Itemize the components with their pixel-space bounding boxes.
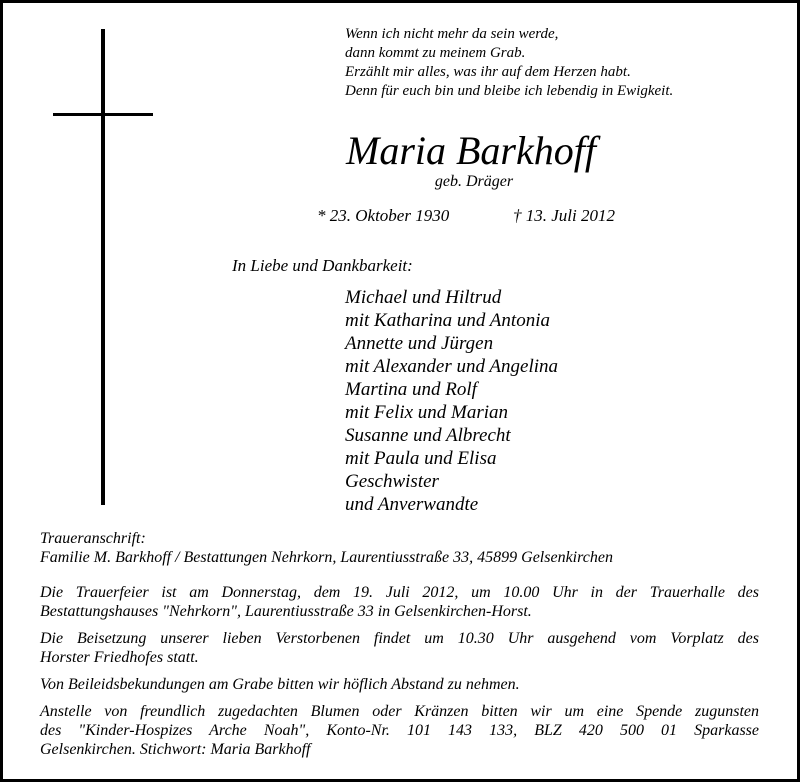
mourner: Martina und Rolf	[345, 379, 477, 400]
mourning-address	[40, 529, 759, 567]
paragraph-line: Die Beisetzung unserer lieben Verstorbenen findet um 10.30 Uhr ausgehend vom Vorplatz des	[40, 630, 759, 647]
mourner: mit Alexander und Angelina	[345, 356, 559, 377]
mourner: Annette und Jürgen	[345, 333, 494, 354]
paragraph-line: Von Beileidsbekundungen am Grabe bitten wir höflich Abstand zu nehmen.	[40, 676, 520, 693]
mourner: Susanne und Albrecht	[345, 425, 511, 446]
paragraph-line: Gelsenkirchen. Stichwort: Maria Barkhoff	[40, 741, 311, 758]
condolence-note	[40, 675, 759, 694]
mourner: Michael und Hiltrud	[345, 287, 502, 308]
mourner: und Anverwandte	[345, 494, 479, 515]
deceased-name: Maria Barkhoff	[346, 128, 596, 173]
cross-icon-crossbar	[53, 113, 153, 116]
paragraph-line: Die Trauerfeier ist am Donnerstag, dem 19. Juli 2012, um 10.00 Uhr in der Trauerhalle des	[40, 584, 759, 601]
address-label: Traueranschrift:	[40, 530, 146, 547]
poem-line: Wenn ich nicht mehr da sein werde,	[345, 26, 559, 42]
birth-name: geb. Dräger	[434, 173, 514, 190]
birth-date: * 23. Oktober 1930	[317, 206, 450, 225]
poem-line: Denn für euch bin und bleibe ich lebendig in Ewigkeit.	[345, 83, 674, 99]
mourners-list	[345, 286, 558, 516]
mourner: mit Felix und Marian	[345, 402, 509, 423]
mourner: Geschwister	[345, 471, 439, 492]
mourner: mit Katharina und Antonia	[345, 310, 550, 331]
paragraph-line: des "Kinder-Hospizes Arche Noah", Konto-Nr. 101 143 133, BLZ 420 500 01 Sparkasse	[40, 722, 759, 739]
donation-paragraph	[40, 702, 759, 759]
poem-line: Erzählt mir alles, was ihr auf dem Herzen habt.	[345, 64, 631, 80]
poem-line: dann kommt zu meinem Grab.	[345, 45, 526, 61]
poem	[345, 25, 673, 101]
paragraph-line: Bestattungshauses "Nehrkorn", Laurentiusstraße 33 in Gelsenkirchen-Horst.	[40, 603, 532, 620]
dedication: In Liebe und Dankbarkeit:	[232, 256, 413, 275]
death-date: † 13. Juli 2012	[513, 206, 615, 225]
mourner: mit Paula und Elisa	[345, 448, 497, 469]
paragraph-line: Horster Friedhofes statt.	[40, 649, 199, 666]
paragraph-line: Anstelle von freundlich zugedachten Blumen oder Kränzen bitten wir um eine Spende zugunsten	[40, 703, 759, 720]
cross-icon	[101, 29, 105, 505]
burial-paragraph	[40, 629, 759, 667]
address-line: Familie M. Barkhoff / Bestattungen Nehrkorn, Laurentiusstraße 33, 45899 Gelsenkirchen	[40, 549, 613, 566]
funeral-service-paragraph	[40, 583, 759, 621]
